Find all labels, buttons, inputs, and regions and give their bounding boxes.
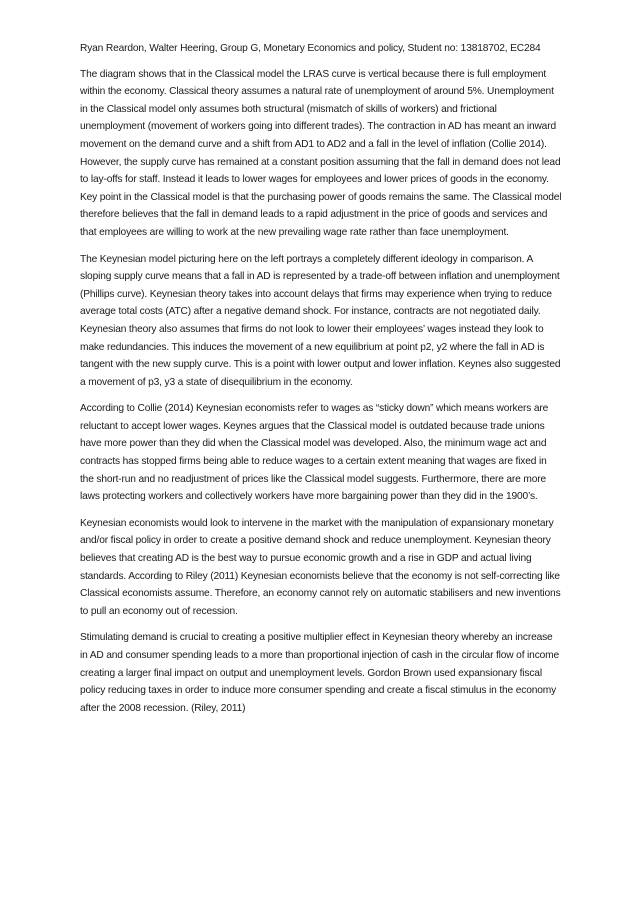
paragraph-sticky-wages: According to Collie (2014) Keynesian economists refer to wages as “sticky down” which means workers are reluctant to accept lower wages. Keynes argues that the Classical model is outdated because trade unions have more power than they did when the Classical model was developed. Also, the minimum wage act and contracts has stopped firms being able to reduce wages to a certain extent meaning that wages are fixed in the short-run and no readjustment of prices like the Classical model suggests. Furthermore, there are more laws protecting workers and collectively workers have more bargaining power than they did in the 1900’s. <box>80 403 549 503</box>
paragraph-multiplier: Stimulating demand is crucial to creating a positive multiplier effect in Keynesian theory whereby an increase in AD and consumer spending leads to a more than proportional injection of cash in the circular flow of income creating a larger final impact on output and unemployment levels. Gordon Brown used expansionary fiscal policy reducing taxes in order to induce more consumer spending and create a fiscal stimulus in the economy after the 2008 recession. (Riley, 2011) <box>80 632 560 714</box>
paragraph-classical-model: The diagram shows that in the Classical model the LRAS curve is vertical because there is full employment within the economy. Classical theory assumes a natural rate of unemployment of around 5%. Unemployment in the Classical model only assumes both structural (mismatch of skills of workers) and frictional unemployment (movement of workers going into different trades). The contraction in AD has meant an inward movement on the demand curve and a shift from AD1 to AD2 and a fall in the level of inflation (Collie 2014). However, the supply curve has remained at a constant position assuming that the fall in demand does not lead to lay-offs for staff. Instead it leads to lower wages for employees and lower prices of goods in the economy. Key point in the Classical model is that the purchasing power of goods remains the same. The Classical model therefore believes that the fall in demand leads to a rapid adjustment in the price of goods and services and that employees are willing to work at the new prevailing wage rate rather than face unemployment. <box>80 68 562 238</box>
document-header: Ryan Reardon, Walter Heering, Group G, Monetary Economics and policy, Student no: 13818702, EC284 <box>80 43 541 54</box>
paragraph-intervention: Keynesian economists would look to intervene in the market with the manipulation of expansionary monetary and/or fiscal policy in order to create a positive demand shock and reduce unemployment. Keynesian theory believes that creating AD is the best way to pursue economic growth and a rise in GDP and actual living standards. According to Riley (2011) Keynesian economists believe that the economy is not self-correcting like Classical economists assume. Therefore, an economy cannot rely on automatic stabilisers and new inventions to pull an economy out of recession. <box>80 517 561 617</box>
paragraph-keynesian-model: The Keynesian model picturing here on the left portrays a completely different ideology in comparison. A sloping supply curve means that a fall in AD is represented by a trade-off between inflation and unemployment (Phillips curve). Keynesian theory takes into account delays that firms may experience when trying to reduce average total costs (ATC) after a negative demand shock. For instance, contracts are not negotiated daily. Keynesian theory also assumes that firms do not look to lower their employees’ wages instead they look to make redundancies. This induces the movement of a new equilibrium at point p2, y2 where the fall in AD is tangent with the new supply curve. This is a point with lower output and lower inflation. Keynes also suggested a movement of p3, y3 a state of disequilibrium in the economy. <box>80 253 561 388</box>
document-page <box>80 40 562 726</box>
